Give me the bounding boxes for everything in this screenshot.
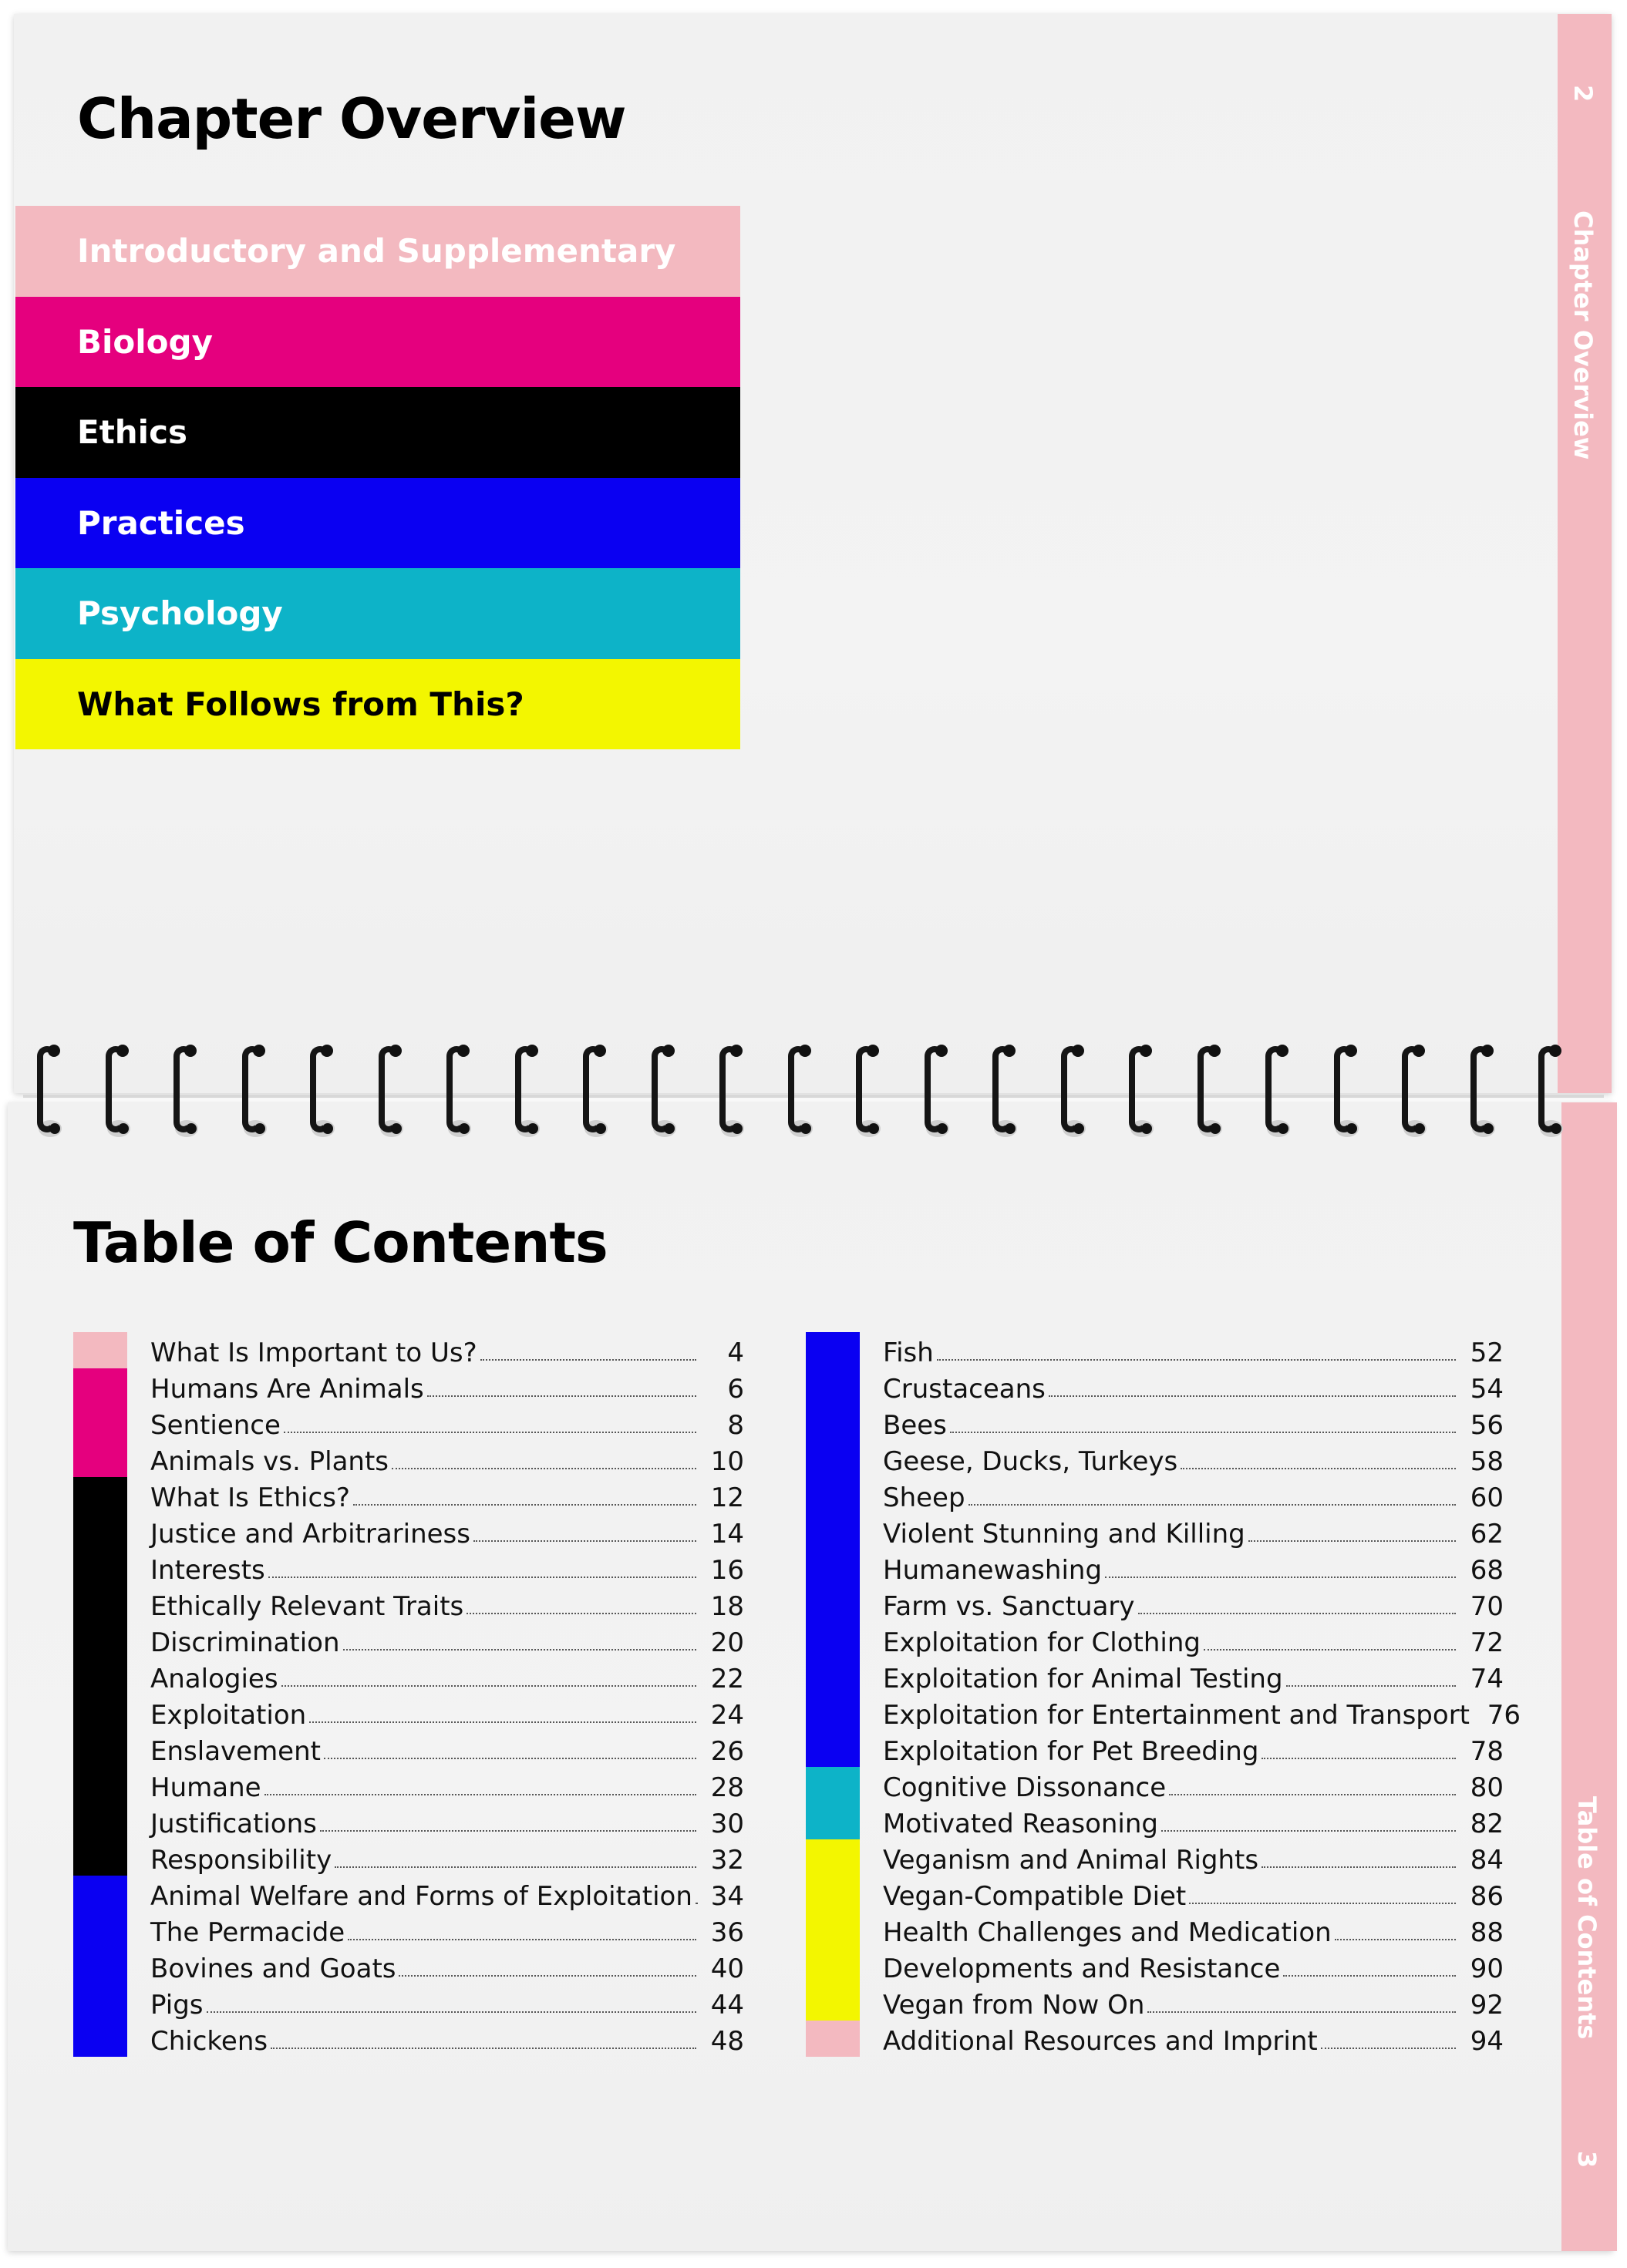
- toc-entry-title: Exploitation for Animal Testing: [883, 1664, 1283, 1694]
- toc-category-swatch: [73, 1694, 127, 1731]
- toc-entry-title: Chickens: [150, 2026, 268, 2057]
- toc-category-swatch: [73, 1550, 127, 1586]
- toc-entry-title: Responsibility: [150, 1845, 332, 1876]
- toc-entry-line: [883, 1374, 1504, 1405]
- binding-ring: [715, 1037, 749, 1149]
- toc-entry-page: 32: [710, 1845, 744, 1876]
- chapter-overview-list: [15, 206, 740, 749]
- binding-ring: [1193, 1037, 1227, 1149]
- toc-entry-page: 36: [710, 1917, 744, 1948]
- toc-leader-dots: [968, 1503, 1456, 1506]
- toc-leader-dots: [1169, 1793, 1456, 1795]
- toc-leader-dots: [284, 1431, 696, 1433]
- toc-entry[interactable]: [73, 1839, 744, 1876]
- toc-leader-dots: [399, 1974, 696, 1977]
- toc-leader-dots: [392, 1467, 696, 1469]
- toc-entry-line: [150, 1772, 744, 1803]
- toc-category-swatch: [73, 1984, 127, 2021]
- chapter-band: [15, 478, 740, 569]
- toc-category-swatch: [806, 1876, 860, 1912]
- toc-category-swatch: [806, 1622, 860, 1658]
- toc-entry-page: 56: [1470, 1410, 1504, 1441]
- toc-entry[interactable]: [806, 1694, 1521, 1731]
- toc-entry-title: Vegan-Compatible Diet: [883, 1881, 1187, 1912]
- toc-entry-title: Farm vs. Sanctuary: [883, 1591, 1135, 1622]
- toc-entry-title: Violent Stunning and Killing: [883, 1519, 1245, 1550]
- toc-entry-line: [883, 1917, 1504, 1948]
- chapter-band-label: Practices: [77, 503, 245, 542]
- toc-entry-title: Humanewashing: [883, 1555, 1103, 1586]
- page-number-3: 3: [1572, 2151, 1602, 2169]
- toc-leader-dots: [353, 1503, 696, 1506]
- toc-leader-dots: [950, 1431, 1456, 1433]
- toc-category-swatch: [73, 1731, 127, 1767]
- toc-leader-dots: [1204, 1648, 1456, 1651]
- chapter-band: [15, 659, 740, 750]
- binding-ring: [169, 1037, 203, 1149]
- toc-entry-page: 76: [1487, 1700, 1521, 1731]
- toc-entry-title: Bees: [883, 1410, 947, 1441]
- binding-ring: [783, 1037, 817, 1149]
- binding-ring: [32, 1037, 66, 1149]
- toc-entry-page: 24: [710, 1700, 744, 1731]
- binding-ring: [1466, 1037, 1500, 1149]
- toc-entry-line: [150, 1881, 744, 1912]
- toc-entry-title: Fish: [883, 1338, 934, 1368]
- toc-entry-line: [883, 1338, 1504, 1368]
- toc-leader-dots: [1262, 1757, 1456, 1759]
- chapter-band: [15, 568, 740, 659]
- toc-entry-title: Humans Are Animals: [150, 1374, 424, 1405]
- binding-ring: [920, 1037, 954, 1149]
- toc-entry-title: Additional Resources and Imprint: [883, 2026, 1318, 2057]
- toc-entry[interactable]: [806, 1368, 1504, 1405]
- toc-category-swatch: [806, 1767, 860, 1803]
- toc-entry-line: [150, 1917, 744, 1948]
- toc-leader-dots: [281, 1684, 696, 1687]
- toc-entry-page: 22: [710, 1664, 744, 1694]
- toc-entry[interactable]: [73, 1368, 744, 1405]
- toc-entry-title: Exploitation for Pet Breeding: [883, 1736, 1259, 1767]
- toc-entry-page: 80: [1470, 1772, 1504, 1803]
- toc-category-swatch: [73, 1477, 127, 1513]
- toc-entry-page: 6: [727, 1374, 744, 1405]
- toc-leader-dots: [320, 1829, 696, 1832]
- toc-entry-title: The Permacide: [150, 1917, 345, 1948]
- chapter-band: [15, 387, 740, 478]
- chapter-band-label: Ethics: [77, 413, 187, 452]
- toc-entry-page: 30: [710, 1809, 744, 1839]
- toc-entry-line: [150, 1627, 744, 1658]
- chapter-band-label: What Follows from This?: [77, 685, 524, 723]
- toc-entry[interactable]: [73, 1694, 744, 1731]
- toc-entry-page: 60: [1470, 1482, 1504, 1513]
- chapter-band-label: Psychology: [77, 594, 283, 633]
- toc-leader-dots: [1049, 1395, 1456, 1397]
- side-tab-chapter-overview: [1558, 14, 1612, 1093]
- toc-leader-dots: [324, 1757, 696, 1759]
- toc-entry-line: [883, 1845, 1504, 1876]
- toc-leader-dots: [1286, 1684, 1456, 1687]
- toc-category-swatch: [73, 1767, 127, 1803]
- toc-leader-dots: [207, 2011, 697, 2013]
- page-number-2: 2: [1568, 85, 1598, 103]
- toc-category-swatch: [806, 1586, 860, 1622]
- toc-entry-title: Pigs: [150, 1990, 204, 2021]
- toc-entry-line: [883, 1953, 1504, 1984]
- toc-entry-line: [150, 1990, 744, 2021]
- toc-entry-line: [150, 1482, 744, 1513]
- toc-entry-title: Veganism and Animal Rights: [883, 1845, 1259, 1876]
- toc-entry-line: [150, 1446, 744, 1477]
- toc-entry[interactable]: [73, 1622, 744, 1658]
- toc-category-swatch: [73, 1622, 127, 1658]
- toc-entry[interactable]: [73, 1767, 744, 1803]
- toc-entry-title: Animals vs. Plants: [150, 1446, 389, 1477]
- toc-entry[interactable]: [806, 1332, 1504, 1368]
- toc-entry-line: [883, 1700, 1521, 1731]
- toc-entry-line: [150, 1519, 744, 1550]
- toc-entry-page: 90: [1470, 1953, 1504, 1984]
- toc-entry-line: [883, 1591, 1504, 1622]
- toc-entry[interactable]: [73, 1948, 744, 1984]
- binding-ring: [442, 1037, 476, 1149]
- toc-entry-title: Exploitation for Clothing: [883, 1627, 1201, 1658]
- toc-entry-page: 54: [1470, 1374, 1504, 1405]
- toc-entry-page: 52: [1470, 1338, 1504, 1368]
- toc-category-swatch: [806, 1658, 860, 1694]
- toc-category-swatch: [73, 1368, 127, 1405]
- toc-leader-dots: [343, 1648, 696, 1651]
- toc-entry-page: 12: [710, 1482, 744, 1513]
- toc-category-swatch: [73, 1586, 127, 1622]
- toc-entry-line: [150, 1845, 744, 1876]
- toc-entry-line: [150, 1374, 744, 1405]
- binding-ring: [1056, 1037, 1090, 1149]
- toc-entry-page: 8: [727, 1410, 744, 1441]
- toc-entry-line: [883, 1519, 1504, 1550]
- toc-entry-title: What Is Ethics?: [150, 1482, 350, 1513]
- toc-entry-title: Sentience: [150, 1410, 281, 1441]
- toc-entry[interactable]: [806, 1658, 1504, 1694]
- toc-entry[interactable]: [806, 1477, 1504, 1513]
- toc-entry[interactable]: [73, 2021, 744, 2057]
- toc-entry-title: Exploitation: [150, 1700, 307, 1731]
- toc-leader-dots: [268, 1576, 696, 1578]
- toc-category-swatch: [806, 1839, 860, 1876]
- toc-leader-dots: [1189, 1902, 1456, 1904]
- toc-category-swatch: [806, 1694, 860, 1731]
- toc-entry-line: [883, 1809, 1504, 1839]
- toc-leader-dots: [348, 1938, 696, 1940]
- toc-category-swatch: [806, 1513, 860, 1550]
- toc-entry[interactable]: [806, 2021, 1504, 2057]
- toc-entry-page: 18: [710, 1591, 744, 1622]
- toc-category-swatch: [73, 1513, 127, 1550]
- toc-entry[interactable]: [806, 1948, 1504, 1984]
- binding-ring: [1124, 1037, 1158, 1149]
- toc-entry[interactable]: [806, 1586, 1504, 1622]
- toc-entry-line: [150, 1591, 744, 1622]
- toc-entry-page: 92: [1470, 1990, 1504, 2021]
- toc-leader-dots: [1105, 1576, 1456, 1578]
- toc-leader-dots: [467, 1612, 696, 1614]
- toc-entry-line: [883, 1482, 1504, 1513]
- toc-entry-title: Geese, Ducks, Turkeys: [883, 1446, 1178, 1477]
- toc-title: Table of Contents: [73, 1210, 608, 1275]
- toc-entry[interactable]: [806, 1984, 1504, 2021]
- toc-entry-page: 62: [1470, 1519, 1504, 1550]
- toc-entry-page: 70: [1470, 1591, 1504, 1622]
- toc-entry[interactable]: [806, 1550, 1504, 1586]
- toc-entry-title: Vegan from Now On: [883, 1990, 1145, 2021]
- toc-leader-dots: [1147, 2011, 1456, 2013]
- toc-category-swatch: [73, 1803, 127, 1839]
- toc-leader-dots: [1181, 1467, 1456, 1469]
- toc-entry[interactable]: [73, 1405, 744, 1441]
- toc-entry-line: [883, 2026, 1504, 2057]
- toc-entry[interactable]: [73, 1984, 744, 2021]
- toc-leader-dots: [1283, 1974, 1456, 1977]
- toc-entry-title: Animal Welfare and Forms of Exploitation: [150, 1881, 692, 1912]
- toc-leader-dots: [1138, 1612, 1456, 1614]
- toc-entry[interactable]: [806, 1839, 1504, 1876]
- toc-leader-dots: [309, 1721, 696, 1723]
- toc-right-column: [806, 1332, 1521, 2057]
- toc-leader-dots: [480, 1358, 696, 1361]
- chapter-band-label: Biology: [77, 322, 213, 361]
- toc-entry-page: 68: [1470, 1555, 1504, 1586]
- binding-ring: [1261, 1037, 1295, 1149]
- toc-entry-page: 16: [710, 1555, 744, 1586]
- toc-entry[interactable]: [73, 1513, 744, 1550]
- toc-entry-page: 26: [710, 1736, 744, 1767]
- toc-entry-line: [150, 1953, 744, 1984]
- binding-ring: [647, 1037, 681, 1149]
- toc-category-swatch: [73, 1658, 127, 1694]
- toc-entry-line: [150, 2026, 744, 2057]
- binding-ring: [510, 1037, 544, 1149]
- binding-ring: [237, 1037, 271, 1149]
- toc-entry-line: [150, 1664, 744, 1694]
- toc-entry[interactable]: [73, 1876, 744, 1912]
- toc-entry-title: Bovines and Goats: [150, 1953, 396, 1984]
- toc-entry-line: [150, 1555, 744, 1586]
- toc-entry-line: [883, 1410, 1504, 1441]
- toc-entry-title: Ethically Relevant Traits: [150, 1591, 464, 1622]
- toc-entry[interactable]: [73, 1658, 744, 1694]
- binding-ring: [374, 1037, 408, 1149]
- toc-category-swatch: [806, 1803, 860, 1839]
- toc-entry[interactable]: [73, 1441, 744, 1477]
- toc-leader-dots: [427, 1395, 696, 1397]
- toc-category-swatch: [73, 1441, 127, 1477]
- binding-ring: [1397, 1037, 1431, 1149]
- toc-category-swatch: [73, 1876, 127, 1912]
- toc-leader-dots: [1335, 1938, 1456, 1940]
- toc-entry-line: [883, 1446, 1504, 1477]
- toc-entry-title: Sheep: [883, 1482, 965, 1513]
- toc-category-swatch: [73, 2021, 127, 2057]
- toc-entry[interactable]: [806, 1803, 1504, 1839]
- toc-entry-page: 84: [1470, 1845, 1504, 1876]
- toc-leader-dots: [1248, 1539, 1456, 1542]
- binding-ring: [988, 1037, 1022, 1149]
- binding-ring: [851, 1037, 885, 1149]
- toc-entry-page: 34: [710, 1881, 744, 1912]
- toc-entry[interactable]: [73, 1332, 744, 1368]
- toc-entry-line: [883, 1664, 1504, 1694]
- toc-entry-page: 88: [1470, 1917, 1504, 1948]
- toc-entry[interactable]: [806, 1441, 1504, 1477]
- toc-entry-page: 78: [1470, 1736, 1504, 1767]
- chapter-band: [15, 297, 740, 388]
- toc-entry-line: [150, 1809, 744, 1839]
- toc-entry[interactable]: [73, 1550, 744, 1586]
- toc-entry[interactable]: [73, 1731, 744, 1767]
- chapter-band-label: Introductory and Supplementary: [77, 232, 676, 271]
- toc-leader-dots: [1321, 2047, 1456, 2049]
- toc-entry-title: Humane: [150, 1772, 261, 1803]
- toc-entry-title: Cognitive Dissonance: [883, 1772, 1167, 1803]
- toc-entry-line: [883, 1772, 1504, 1803]
- toc-entry-title: Justice and Arbitrariness: [150, 1519, 470, 1550]
- toc-entry-line: [150, 1338, 744, 1368]
- toc-entry-title: Exploitation for Entertainment and Transport: [883, 1700, 1470, 1731]
- toc-entry[interactable]: [806, 1912, 1504, 1948]
- toc-entry-page: 74: [1470, 1664, 1504, 1694]
- toc-entry-title: Discrimination: [150, 1627, 340, 1658]
- toc-entry-line: [150, 1410, 744, 1441]
- toc-entry-page: 94: [1470, 2026, 1504, 2057]
- toc-entry-title: Analogies: [150, 1664, 278, 1694]
- toc-leader-dots: [937, 1358, 1456, 1361]
- toc-entry-page: 14: [710, 1519, 744, 1550]
- toc-category-swatch: [806, 1984, 860, 2021]
- toc-category-swatch: [806, 1912, 860, 1948]
- toc-entry-title: Enslavement: [150, 1736, 321, 1767]
- toc-entry-line: [150, 1736, 744, 1767]
- side-tab-label: Table of Contents: [1572, 1796, 1602, 2040]
- toc-entry-page: 4: [727, 1338, 744, 1368]
- toc-category-swatch: [806, 1948, 860, 1984]
- chapter-band: [15, 206, 740, 297]
- toc-entry-page: 10: [710, 1446, 744, 1477]
- toc-entry-page: 72: [1470, 1627, 1504, 1658]
- toc-category-swatch: [806, 1550, 860, 1586]
- toc-entry-page: 82: [1470, 1809, 1504, 1839]
- binding-ring: [1329, 1037, 1363, 1149]
- toc-entry-line: [883, 1736, 1504, 1767]
- toc-category-swatch: [806, 1332, 860, 1368]
- toc-leader-dots: [473, 1539, 696, 1542]
- toc-leader-dots: [335, 1866, 696, 1868]
- toc-entry-title: Developments and Resistance: [883, 1953, 1281, 1984]
- toc-leader-dots: [264, 1793, 696, 1795]
- toc-entry-page: 40: [710, 1953, 744, 1984]
- binding-ring: [578, 1037, 612, 1149]
- toc-entry[interactable]: [806, 1622, 1504, 1658]
- binding-ring: [101, 1037, 135, 1149]
- toc-entry-title: Justifications: [150, 1809, 317, 1839]
- side-tab-label: Chapter Overview: [1568, 210, 1598, 460]
- toc-entry-line: [883, 1990, 1504, 2021]
- toc-category-swatch: [73, 1912, 127, 1948]
- toc-entry-line: [883, 1881, 1504, 1912]
- binding-ring: [1534, 1037, 1568, 1149]
- toc-category-swatch: [806, 1731, 860, 1767]
- toc-entry-title: What Is Important to Us?: [150, 1338, 477, 1368]
- toc-entry-title: Interests: [150, 1555, 265, 1586]
- chapter-overview-title: Chapter Overview: [77, 86, 626, 151]
- toc-entry-title: Motivated Reasoning: [883, 1809, 1158, 1839]
- toc-entry[interactable]: [806, 1513, 1504, 1550]
- toc-category-swatch: [806, 1441, 860, 1477]
- toc-category-swatch: [73, 1332, 127, 1368]
- toc-entry[interactable]: [73, 1912, 744, 1948]
- toc-category-swatch: [806, 2021, 860, 2057]
- toc-entry[interactable]: [806, 1405, 1504, 1441]
- toc-entry-title: Health Challenges and Medication: [883, 1917, 1332, 1948]
- toc-entry[interactable]: [73, 1477, 744, 1513]
- toc-category-swatch: [806, 1477, 860, 1513]
- toc-entry-line: [883, 1627, 1504, 1658]
- toc-leader-dots: [1161, 1829, 1456, 1832]
- toc-entry[interactable]: [806, 1876, 1504, 1912]
- side-tab-table-of-contents: [1561, 1102, 1617, 2251]
- toc-category-swatch: [73, 1405, 127, 1441]
- toc-entry-page: 20: [710, 1627, 744, 1658]
- toc-entry-page: 44: [710, 1990, 744, 2021]
- toc-category-swatch: [73, 1948, 127, 1984]
- toc-entry-page: 58: [1470, 1446, 1504, 1477]
- toc-entry-page: 28: [710, 1772, 744, 1803]
- toc-category-swatch: [73, 1839, 127, 1876]
- toc-entry-page: 86: [1470, 1881, 1504, 1912]
- toc-entry[interactable]: [73, 1586, 744, 1622]
- toc-leader-dots: [271, 2047, 696, 2049]
- binding-ring: [305, 1037, 339, 1149]
- toc-entry[interactable]: [806, 1731, 1504, 1767]
- toc-left-column: [73, 1332, 744, 2057]
- toc-entry-page: 48: [710, 2026, 744, 2057]
- toc-category-swatch: [806, 1368, 860, 1405]
- toc-entry-line: [883, 1555, 1504, 1586]
- toc-entry-line: [150, 1700, 744, 1731]
- toc-entry[interactable]: [73, 1803, 744, 1839]
- toc-leader-dots: [1262, 1866, 1456, 1868]
- toc-category-swatch: [806, 1405, 860, 1441]
- toc-entry[interactable]: [806, 1767, 1504, 1803]
- toc-entry-title: Crustaceans: [883, 1374, 1046, 1405]
- spiral-binding: [0, 1037, 1627, 1153]
